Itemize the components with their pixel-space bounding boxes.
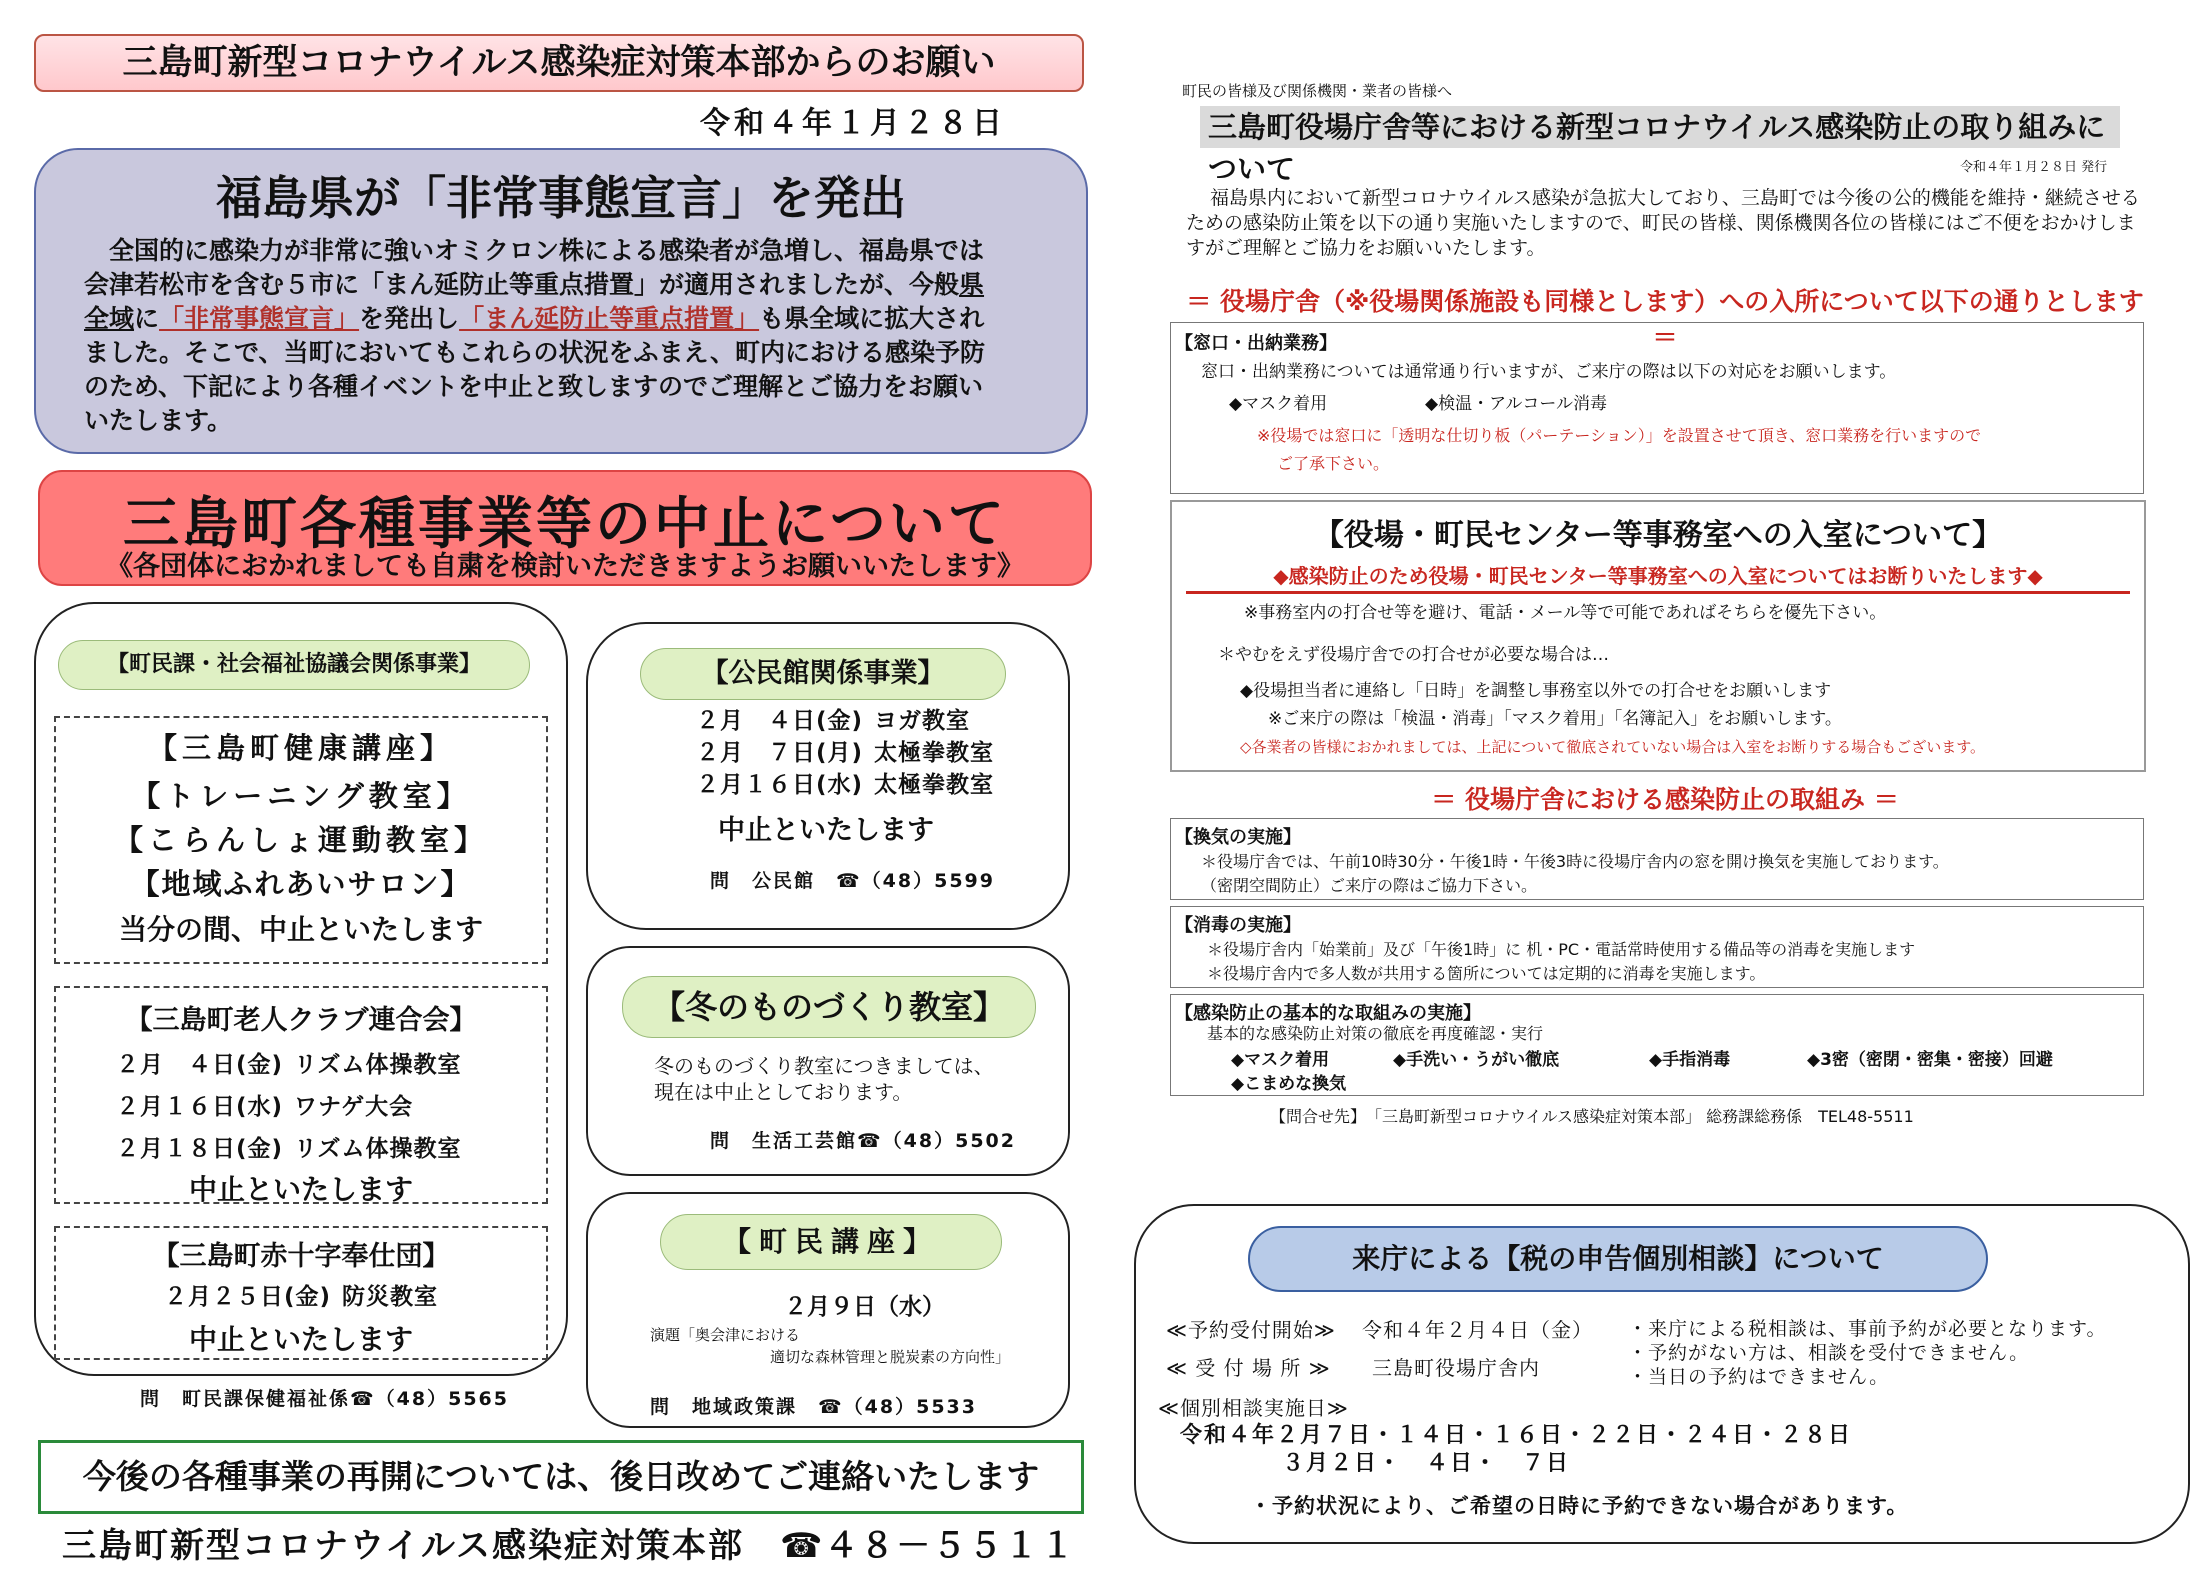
declaration-panel xyxy=(34,148,1088,454)
tax-note: ・来庁による税相談は、事前予約が必要となります。 xyxy=(1628,1318,2107,1340)
lecture-theme: 適切な森林管理と脱炭素の方向性」 xyxy=(770,1348,1011,1366)
issue-date: 令和４年１月２８日 発行 xyxy=(1960,160,2108,175)
declaration-line: 全国的に感染力が非常に強いオミクロン株による感染者が急増し、福島県では xyxy=(84,236,985,265)
elder-club-box xyxy=(54,986,548,1204)
red-cross-box xyxy=(54,1226,548,1360)
tax-note: ・予約がない方は、相談を受付できません。 xyxy=(1628,1342,2030,1364)
declaration-line: 会津若松市を含む５市に「まん延防止等重点措置」が適用されましたが、今般県 xyxy=(84,270,985,299)
town-lecture-contact: 問 地域政策課 ☎（48）5533 xyxy=(650,1396,977,1418)
declaration-line: のため、下記により各種イベントを中止と致しますのでご理解とご協力をお願い xyxy=(84,372,984,401)
cancellation-title: 三島町各種事業等の中止について xyxy=(123,492,1007,557)
office-entry-title: 【役場・町民センター等事務室への入室について】 xyxy=(1313,518,2003,553)
inquiry-line: 【問合せ先】 「三島町新型コロナウイルス感染症対策本部」 総務課総務係 TEL48-5511 xyxy=(1270,1107,1914,1126)
disinfection-box xyxy=(1170,906,2144,988)
list-item: 【地域ふれあいサロン】 xyxy=(130,867,472,901)
tax-note: ・当日の予約はできません。 xyxy=(1628,1366,1890,1388)
window-service-box xyxy=(1170,322,2144,494)
reservation-start-value: 令和４年２月４日（金） xyxy=(1362,1318,1593,1342)
intro-paragraph: 福島県内において新型コロナウイルス感染が急拡大しており、三島町では今後の公的機能を維持・継続させるための感染防止策を以下の通り実施いたしますので、町民の皆様、関係機関各位の皆様にはご不便をおかけしますがご理解とご協力をお願いいたします。 xyxy=(1186,187,2140,259)
office-entry-box xyxy=(1170,500,2146,772)
emergency-declaration-highlight: 「非常事態宣言」 xyxy=(159,304,360,333)
office-note: ＊やむをえず役場庁舎での打合せが必要な場合は… xyxy=(1218,645,1609,665)
health-course-title: 【三島町健康講座】 xyxy=(147,731,454,765)
reservation-footnote: ・予約状況により、ご希望の日時に予約できない場合があります。 xyxy=(1250,1494,1909,1518)
issue-date: 令和４年１月２８日 xyxy=(700,106,1006,141)
vendor-note: ◇各業者の皆様におかれましては、上記について徹底されていない場合は入室をお断りする場合もございます。 xyxy=(1240,738,1986,756)
list-item: 【トレーニング教室】 xyxy=(131,779,471,813)
red-cross-status: 中止といたします xyxy=(188,1323,413,1356)
lecture-theme: 演題「奥会津における xyxy=(650,1326,801,1344)
resume-notice: 今後の各種事業の再開については、後日改めてご連絡いたします xyxy=(38,1440,1084,1514)
task-force-contact: 三島町新型コロナウイルス感染症対策本部 ☎４８－５５１１ xyxy=(62,1526,1077,1566)
elder-club-status: 中止といたします xyxy=(188,1173,413,1206)
window-service-text: 窓口・出納業務については通常通り行いますが、ご来庁の際は以下の対応をお願いします。 xyxy=(1201,362,1897,382)
cancellation-subtitle: 《各団体におかれましても自粛を検討いただきますようお願いいたします》 xyxy=(106,551,1024,582)
list-item: 【こらんしょ運動教室】 xyxy=(113,823,488,857)
ventilation-box xyxy=(1170,818,2144,900)
partition-note: ご了承下さい。 xyxy=(1277,454,1390,473)
ventilation-text: ＊役場庁舎では、午前10時30分・午後1時・午後3時に役場庁舎内の窓を開け換気を実施しております。 xyxy=(1201,852,1949,871)
tax-consultation-title: 来庁による【税の申告個別相談】について xyxy=(1248,1226,1988,1292)
event-name: 太極拳教室 xyxy=(874,740,994,766)
event-date: ２月２５日(金) xyxy=(164,1284,332,1310)
declaration-line: 全域に「非常事態宣言」を発出し「まん延防止等重点措置」も県全域に拡大され xyxy=(84,304,985,333)
office-note: ※事務室内の打合せ等を避け、電話・メール等で可能であればそちらを優先下さい。 xyxy=(1244,603,1887,623)
welfare-section-label: 【町民課・社会福祉協議会関係事業】 xyxy=(58,640,530,690)
measure-item: ◆マスク着用 xyxy=(1229,394,1328,414)
declaration-body xyxy=(84,234,1064,438)
winter-craft-text: 冬のものづくり教室につきましては、 xyxy=(654,1054,994,1078)
red-cross-title: 【三島町赤十字奉仕団】 xyxy=(152,1241,450,1272)
declaration-title: 福島県が「非常事態宣言」を発出 xyxy=(216,171,906,225)
elder-club-title: 【三島町老人クラブ連合会】 xyxy=(125,1005,477,1036)
reception-place-value: 三島町役場庁舎内 xyxy=(1372,1356,1540,1380)
community-center-status: 中止といたします xyxy=(718,815,934,846)
welfare-contact: 問 町民課保健福祉係☎（48）5565 xyxy=(140,1388,509,1410)
lecture-date: ２月９日（水） xyxy=(784,1294,945,1320)
ventilation-text: （密閉空間防止）ご来庁の際はご協力下さい。 xyxy=(1201,876,1538,895)
event-date: ２月１８日(金) xyxy=(116,1136,284,1162)
declaration-line: ました。そこで、当町においてもこれらの状況をふまえ、町内における感染予防 xyxy=(84,338,986,367)
disinfection-head: 【消毒の実施】 xyxy=(1175,915,1301,936)
measure-item: ◆マスク着用 xyxy=(1231,1050,1330,1070)
measure-item: ◆手洗い・うがい徹底 xyxy=(1393,1050,1560,1070)
disinfection-text: ＊役場庁舎内「始業前」及び「午後1時」に 机・PC・電話常時使用する備品等の消毒を実施します xyxy=(1207,940,1916,959)
event-name: 太極拳教室 xyxy=(874,772,994,798)
declaration-line: いたします。 xyxy=(84,406,233,435)
consultation-days: ３月２日・ ４日・ ７日 xyxy=(1282,1451,1571,1476)
basic-measures-box xyxy=(1170,994,2144,1096)
prevention-heading: ＝ 役場庁舎における感染防止の取組み ＝ xyxy=(1431,785,1899,814)
reservation-start-label: ≪予約受付開始≫ xyxy=(1166,1318,1336,1342)
measure-item: ◆手指消毒 xyxy=(1649,1050,1731,1070)
partition-note: ※役場では窓口に「透明な仕切り板（パーテーション）」を設置させて頂き、窓口業務を行いますので xyxy=(1257,426,1982,445)
addressee: 町民の皆様及び関係機関・業者の皆様へ xyxy=(1182,82,1453,100)
community-center-contact: 問 公民館 ☎（48）5599 xyxy=(710,870,995,892)
event-name: ワナゲ大会 xyxy=(294,1094,414,1120)
measure-item: ◆こまめな換気 xyxy=(1231,1074,1347,1094)
community-center-label: 【公民館関係事業】 xyxy=(640,648,1006,700)
event-date: ２月 ４日(金) xyxy=(116,1052,284,1078)
notice-title: 三島町役場庁舎等における新型コロナウイルス感染防止の取り組みについて xyxy=(1200,106,2120,148)
event-name: リズム体操教室 xyxy=(294,1136,462,1162)
health-course-box xyxy=(54,716,548,964)
disinfection-text: ＊役場庁舎内で多人数が共用する箇所については定期的に消毒を実施します。 xyxy=(1207,964,1766,983)
winter-craft-label: 【冬のものづくり教室】 xyxy=(622,976,1036,1038)
basic-measures-text: 基本的な感染防止対策の徹底を再度確認・実行 xyxy=(1207,1024,1544,1043)
winter-craft-contact: 問 生活工芸館☎（48）5502 xyxy=(710,1130,1016,1152)
event-date: ２月 ７日(月) xyxy=(696,740,864,766)
ventilation-head: 【換気の実施】 xyxy=(1175,827,1301,848)
consultation-days: 令和４年２月７日・１４日・１６日・２２日・２４日・２８日 xyxy=(1180,1423,1853,1448)
event-date: ２月１６日(水) xyxy=(696,772,864,798)
consultation-days-label: ≪個別相談実施日≫ xyxy=(1158,1396,1349,1420)
office-note: ※ご来庁の際は「検温・消毒」「マスク着用」「名簿記入」をお願いします。 xyxy=(1268,709,1842,729)
event-name: ヨガ教室 xyxy=(874,708,970,734)
health-course-status: 当分の間、中止といたします xyxy=(118,913,483,946)
town-lecture-label: 【町民講座】 xyxy=(660,1214,1002,1270)
window-service-head: 【窓口・出納業務】 xyxy=(1175,333,1337,354)
event-name: 防災教室 xyxy=(342,1284,438,1310)
measure-item: ◆3密（密閉・密集・密接）回避 xyxy=(1807,1050,2053,1070)
cancellation-banner xyxy=(38,470,1092,586)
winter-craft-text: 現在は中止としております。 xyxy=(654,1080,913,1104)
event-name: リズム体操教室 xyxy=(294,1052,462,1078)
basic-measures-head: 【感染防止の基本的な取組みの実施】 xyxy=(1175,1003,1481,1024)
reception-place-label: ≪ 受 付 場 所 ≫ xyxy=(1166,1356,1331,1380)
office-entry-refusal: ◆感染防止のため役場・町民センター等事務室への入室についてはお断りいたします◆ xyxy=(1186,560,2130,594)
measure-item: ◆検温・アルコール消毒 xyxy=(1425,394,1608,414)
event-date: ２月１６日(水) xyxy=(116,1094,284,1120)
office-note: ◆役場担当者に連絡し「日時」を調整し事務室以外での打合せをお願いします xyxy=(1240,681,1832,701)
priority-measures-highlight: 「まん延防止等重点措置」 xyxy=(459,304,760,333)
event-date: ２月 ４日(金) xyxy=(696,708,864,734)
header-title: 三島町新型コロナウイルス感染症対策本部からのお願い xyxy=(34,34,1084,92)
entry-rules-heading: ＝ 役場庁舎（※役場関係施設も同様とします）への入所について以下の通りとします ＝ xyxy=(1186,287,2144,352)
